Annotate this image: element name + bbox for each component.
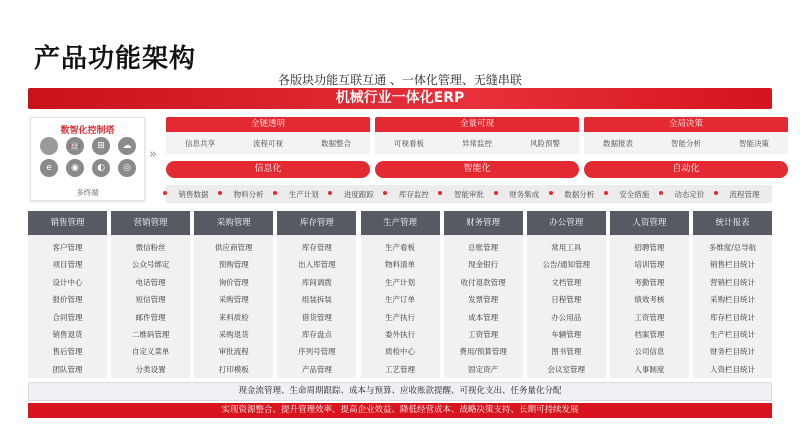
module-item: 售后管理 (52, 347, 83, 357)
bullet-icon (383, 191, 387, 195)
module-item: 发票管理 (468, 295, 499, 305)
module-item: 供应商管理 (215, 243, 253, 252)
subtitle: 各版块功能互联互通 、一体化管理、无缝串联 (278, 73, 522, 87)
module-title: 生产管理 (361, 211, 440, 235)
module-title: 人资管理 (610, 211, 689, 235)
bullet-icon (714, 191, 718, 195)
module-title: 库存管理 (277, 211, 356, 235)
android-icon: 🤖 (66, 137, 84, 155)
module-item: 报价管理 (52, 295, 83, 305)
feature-label: 物料分析 (233, 189, 264, 199)
section-pill: 信息化 (166, 161, 370, 178)
section-title: 全链透明 (166, 117, 370, 132)
module-item: 询价管理 (218, 277, 249, 287)
cloud-icon: ☁ (118, 137, 136, 155)
module-item: 培训管理 (634, 260, 665, 270)
section-items (375, 132, 579, 154)
module-item: 客户管理 (52, 243, 83, 252)
module-title: 办公管理 (527, 211, 606, 235)
module-item: 财务栏目统计 (710, 347, 755, 357)
module-column (527, 211, 606, 378)
section-item: 数据报表 (603, 138, 633, 148)
module-item: 常用工具 (551, 243, 582, 252)
section-pill: 智能化 (375, 161, 579, 178)
feature-item (386, 189, 441, 200)
module-item: 档案管理 (634, 329, 665, 339)
module-item: 采购管理 (218, 295, 249, 305)
module-item: 工资管理 (634, 312, 665, 322)
feature-item (441, 189, 496, 200)
feature-item (497, 189, 552, 200)
section-pill: 自动化 (584, 161, 788, 178)
chevron-right-icon: » (149, 147, 157, 162)
module-item: 来料质检 (218, 312, 249, 322)
module-item: 工艺管理 (385, 364, 415, 374)
module-items (111, 235, 190, 378)
feature-item (552, 189, 607, 200)
section-3 (584, 117, 788, 154)
module-item: 采购退货 (218, 329, 249, 339)
section-2 (375, 117, 579, 154)
feature-label: 流程管理 (729, 189, 760, 199)
module-item: 产品管理 (301, 364, 332, 374)
module-item: 预购管理 (218, 260, 249, 270)
module-column (28, 211, 107, 378)
module-item: 打印模板 (218, 364, 249, 374)
module-item: 收付退款管理 (460, 277, 506, 287)
module-item: 人事制度 (634, 364, 665, 374)
feature-item (166, 189, 221, 200)
module-items (277, 235, 356, 378)
firefox-icon: ◐ (92, 159, 110, 177)
module-items (361, 235, 440, 378)
module-title: 统计报表 (693, 211, 772, 235)
module-item: 自定义菜单 (131, 347, 170, 357)
module-item: 审批流程 (218, 347, 249, 357)
windows-icon: ⊞ (92, 137, 110, 155)
module-column (610, 211, 689, 378)
module-item: 生产栏目统计 (710, 329, 755, 339)
module-item: 序列号管理 (298, 347, 336, 357)
module-item: 车辆管理 (551, 329, 582, 339)
module-item: 多维度/总导航 (708, 243, 757, 252)
module-item: 固定资产 (468, 364, 499, 374)
module-items (194, 235, 273, 378)
module-item: 组装拆装 (301, 295, 332, 305)
bullet-icon (494, 191, 498, 195)
feature-label: 智能审批 (454, 189, 485, 199)
bullet-icon (659, 191, 663, 195)
module-item: 成本管理 (468, 312, 499, 322)
module-item: 分类设置 (135, 364, 166, 374)
feature-label: 生产计划 (288, 189, 319, 199)
bullet-icon (163, 191, 167, 195)
section-item: 风险预警 (530, 138, 560, 148)
module-item: 公告/通知管理 (542, 260, 591, 270)
module-item: 销售栏目统计 (710, 260, 755, 270)
module-title: 采购管理 (194, 211, 273, 235)
feature-label: 销售数据 (178, 189, 209, 199)
module-items (527, 235, 606, 378)
section-item: 流程可视 (253, 138, 283, 148)
module-grid (28, 211, 772, 378)
section-title: 全局决策 (584, 117, 788, 132)
feature-label: 安全措施 (619, 189, 650, 199)
module-item: 库存盘点 (301, 329, 332, 339)
module-item: 费用/预算管理 (459, 347, 507, 357)
goal-bar: 实现资源整合、提升管理效率、提高企业效益、降低经营成本、战略决策支持、长期可持续发展 (28, 403, 772, 418)
module-item: 项目管理 (52, 260, 83, 270)
module-item: 人资栏目统计 (710, 364, 755, 374)
module-item: 公司信息 (634, 347, 665, 357)
module-title: 销售管理 (28, 211, 107, 235)
section-item: 智能决策 (739, 138, 769, 148)
module-items (28, 235, 107, 378)
section-item: 异常监控 (462, 138, 492, 148)
module-item: 采购栏目统计 (710, 295, 755, 305)
browser-icon: ◉ (66, 159, 84, 177)
module-item: 招聘管理 (634, 243, 665, 252)
feature-label: 库存监控 (398, 189, 429, 199)
module-items (610, 235, 689, 378)
module-item: 物料清单 (385, 260, 415, 270)
module-item: 营销栏目统计 (710, 277, 755, 287)
bullet-icon (604, 191, 608, 195)
module-item: 绩效考核 (634, 295, 665, 305)
feature-item (717, 189, 772, 200)
module-title: 营销管理 (111, 211, 190, 235)
module-item: 二维码管理 (131, 329, 170, 339)
module-item: 团队管理 (52, 364, 83, 374)
module-item: 生产订单 (385, 295, 415, 305)
module-item: 销售退货 (52, 329, 83, 339)
module-item: 出入库管理 (298, 260, 336, 270)
module-item: 委外执行 (385, 329, 415, 339)
bullet-icon (218, 191, 222, 195)
feature-item (276, 189, 331, 200)
module-item: 设计中心 (52, 277, 83, 287)
section-item: 智能分析 (671, 138, 701, 148)
section-item: 信息共享 (185, 138, 215, 148)
module-items (444, 235, 523, 378)
module-column (277, 211, 356, 378)
section-item: 可视看板 (394, 138, 424, 148)
ie-icon: e (40, 159, 58, 177)
module-item: 图书管理 (551, 347, 582, 357)
module-item: 合同管理 (52, 312, 83, 322)
feature-item (331, 189, 386, 200)
feature-item (662, 189, 717, 200)
module-item: 电话管理 (135, 277, 166, 287)
module-column (693, 211, 772, 378)
feature-label: 财务集成 (509, 189, 540, 199)
module-items (693, 235, 772, 378)
feature-label: 数据分析 (564, 189, 595, 199)
module-item: 文档管理 (551, 277, 582, 287)
module-item: 生产执行 (385, 312, 415, 322)
module-item: 公众号绑定 (131, 260, 170, 270)
module-item: 质检中心 (385, 347, 415, 357)
erp-banner: 机械行业一体化ERP (28, 88, 772, 109)
module-column (111, 211, 190, 378)
feature-item (607, 189, 662, 200)
module-item: 生产计划 (385, 277, 415, 287)
module-item: 库存栏目统计 (710, 312, 755, 322)
section-title: 全景可现 (375, 117, 579, 132)
multi-terminal-label: 多终端 (76, 188, 99, 197)
module-title: 财务管理 (444, 211, 523, 235)
control-tower-title: 数智化控制塔 (60, 126, 115, 136)
feature-item (221, 189, 276, 200)
bullet-icon (328, 191, 332, 195)
module-item: 库存管理 (301, 243, 332, 252)
module-item: 会议室管理 (547, 364, 585, 374)
module-item: 现金银行 (468, 260, 499, 270)
bullet-icon (549, 191, 553, 195)
module-item: 借货管理 (301, 312, 332, 322)
apple-icon (40, 137, 58, 155)
module-column (444, 211, 523, 378)
module-item: 库间调拨 (301, 277, 332, 287)
section-items (584, 132, 788, 154)
section-items (166, 132, 370, 154)
control-tower-panel (30, 117, 145, 201)
module-column (194, 211, 273, 378)
platform-icon-grid (38, 137, 139, 177)
module-item: 短信管理 (135, 295, 166, 305)
feature-label: 动态定价 (674, 189, 705, 199)
module-item: 工资管理 (468, 329, 499, 339)
feature-label: 进度跟踪 (343, 189, 374, 199)
module-item: 日程管理 (551, 295, 582, 305)
module-item: 微信粉丝 (135, 243, 166, 252)
capability-bar: 现金流管理、生命周期跟踪、成本与预算、应收账款提醒、可视化支出、任务量化分配 (28, 382, 772, 401)
bullet-icon (273, 191, 277, 195)
section-1 (166, 117, 370, 154)
module-item: 办公用品 (551, 312, 582, 322)
module-item: 考勤管理 (634, 277, 665, 287)
section-item: 数据整合 (321, 138, 351, 148)
module-column (361, 211, 440, 378)
module-item: 邮件管理 (135, 312, 166, 322)
module-item: 生产看板 (385, 243, 415, 252)
page-title: 产品功能架构 (34, 44, 197, 74)
bullet-icon (438, 191, 442, 195)
module-item: 总账管理 (468, 243, 499, 252)
chrome-icon: ◎ (118, 159, 136, 177)
feature-row (166, 185, 772, 203)
